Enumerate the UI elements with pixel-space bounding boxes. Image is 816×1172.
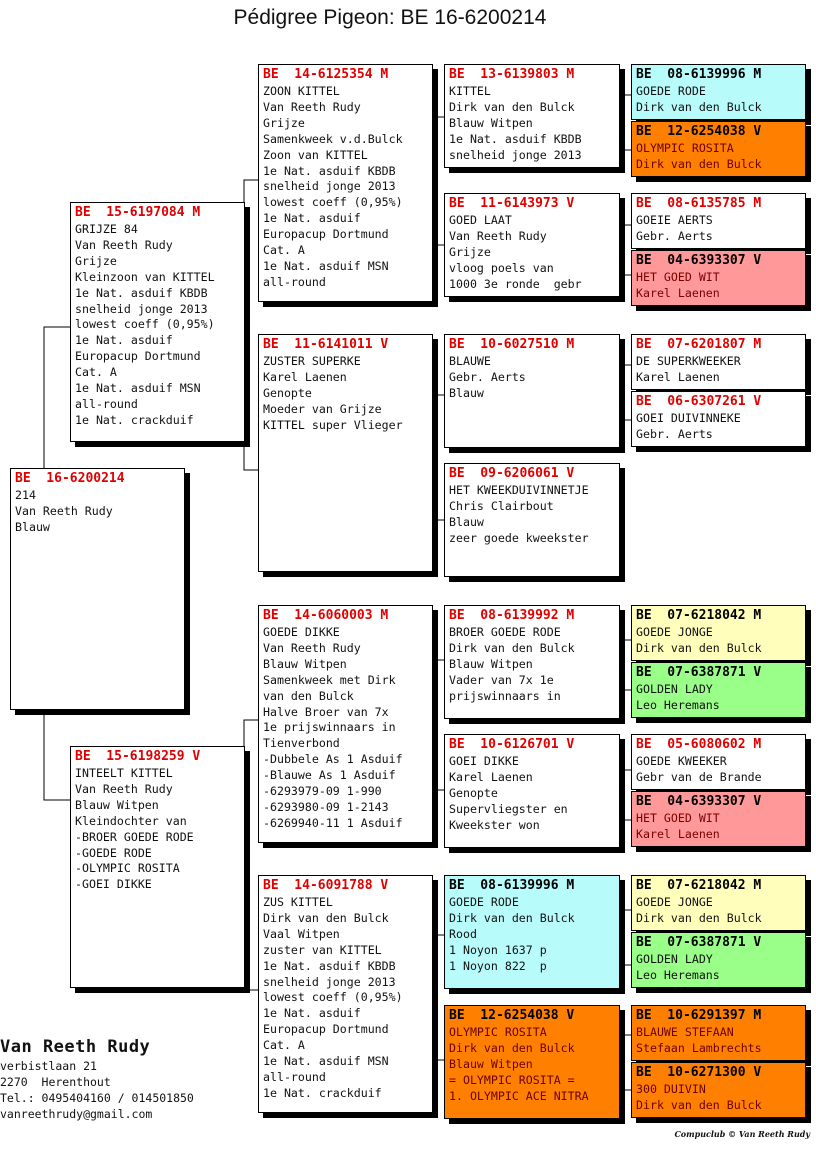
pigeon-detail-line: HET KWEEKDUIVINNETJE [449, 483, 589, 497]
pigeon-detail-line: Gebr. Aerts [449, 369, 526, 384]
pigeon-detail-line: 1e Nat. asduif KBDB [263, 958, 396, 973]
pigeon-detail-line: Blauw Witpen [75, 797, 159, 812]
pigeon-details [636, 754, 801, 786]
pigeon-detail-line: Dirk van den Bulck [449, 910, 575, 925]
ring-number: BE 05-6080602 M [636, 737, 762, 752]
pigeon-detail-line: 1 Noyon 822 p [449, 958, 547, 973]
pigeon-card-sds[interactable] [444, 334, 620, 448]
pigeon-detail-line: Cat. A [263, 1038, 305, 1053]
pigeon-detail-line: -BROER GOEDE RODE [75, 829, 194, 844]
ring-number: BE 15-6198259 V [75, 749, 201, 764]
pigeon-detail-line: -GOEI DIKKE [75, 877, 152, 892]
pigeon-detail-line: Dirk van den Bulck [636, 99, 762, 114]
pigeon-detail-line: OLYMPIC ROSITA [449, 1025, 547, 1039]
ring-number: BE 08-6139996 M [449, 878, 575, 893]
pigeon-detail-line: all-round [75, 396, 138, 411]
pigeon-detail-line: 1e Nat. asduif [263, 211, 361, 226]
ring-number: BE 07-6387871 V [636, 935, 762, 950]
pigeon-detail-line: 1. OLYMPIC ACE NITRA [449, 1088, 589, 1103]
pigeon-detail-line: GOEDE DIKKE [263, 625, 340, 639]
ring-number: BE 04-6393307 V [636, 253, 762, 268]
pigeon-detail-line: 1e Nat. asduif MSN [263, 1054, 389, 1069]
pigeon-details [263, 84, 428, 291]
pigeon-detail-line: 1e Nat. crackduif [263, 1085, 382, 1100]
pigeon-detail-line: HET GOED WIT [636, 811, 720, 825]
pigeon-detail-line: Samenkweek v.d.Bulck [263, 131, 403, 146]
pigeon-detail-line: Samenkweek met Dirk [263, 672, 396, 687]
pigeon-detail-line: Genopte [263, 385, 312, 400]
pigeon-detail-line: 1e Nat. crackduif [75, 412, 194, 427]
pigeon-details [636, 1025, 801, 1057]
ring-number: BE 12-6254038 V [449, 1008, 575, 1023]
pigeon-detail-line: Cat. A [75, 365, 117, 380]
pigeon-detail-line: GOED LAAT [449, 213, 512, 227]
pigeon-detail-line: -Blauwe As 1 Asduif [263, 768, 396, 783]
pigeon-card-sdd[interactable] [444, 463, 620, 577]
pigeon-detail-line: Kweekster won [449, 817, 540, 832]
pigeon-detail-line: Blauw [449, 514, 484, 529]
pigeon-detail-line: zuster van KITTEL [263, 942, 382, 957]
pigeon-detail-line: ZOON KITTEL [263, 84, 340, 98]
pigeon-card-sdsd[interactable] [631, 391, 806, 447]
pigeon-card-ddss[interactable] [631, 875, 806, 931]
pigeon-detail-line: Europacup Dortmund [263, 227, 389, 242]
pigeon-detail-line: GOEDE JONGE [636, 625, 713, 639]
pigeon-detail-line: snelheid jonge 2013 [75, 301, 208, 316]
pigeon-details [263, 895, 428, 1102]
pigeon-detail-line: Moeder van Grijze [263, 401, 382, 416]
pigeon-detail-line: Karel Laenen [636, 285, 720, 300]
pigeon-detail-line: van den Bulck [263, 688, 354, 703]
pigeon-details [15, 488, 180, 536]
pigeon-card-ssdd[interactable] [631, 250, 806, 306]
pigeon-card-dsd[interactable] [444, 734, 620, 848]
pigeon-detail-line: -6293980-09 1-2143 [263, 799, 389, 814]
pigeon-details [75, 766, 240, 893]
pigeon-card-ssds[interactable] [631, 193, 806, 249]
pigeon-detail-line: vloog poels van [449, 260, 554, 275]
ring-number: BE 10-6271300 V [636, 1065, 762, 1080]
pigeon-detail-line: Dirk van den Bulck [636, 640, 762, 655]
pigeon-detail-line: BLAUWE STEFAAN [636, 1025, 734, 1039]
pigeon-detail-line: 1e Nat. asduif MSN [263, 258, 389, 273]
pigeon-details [636, 895, 801, 927]
pigeon-details [449, 754, 615, 834]
ring-number: BE 07-6201807 M [636, 337, 762, 352]
pigeon-detail-line: 1e Nat. asduif KBDB [75, 285, 208, 300]
pigeon-detail-line: Dirk van den Bulck [263, 910, 389, 925]
pigeon-detail-line: Blauw Witpen [263, 656, 347, 671]
pigeon-detail-line: Karel Laenen [636, 369, 720, 384]
pigeon-detail-line: snelheid jonge 2013 [263, 974, 396, 989]
pigeon-detail-line: GOEDE JONGE [636, 895, 713, 909]
pigeon-detail-line: lowest coeff (0,95%) [75, 317, 215, 332]
pigeon-detail-line: 1e Nat. asduif MSN [75, 381, 201, 396]
pigeon-details [636, 213, 801, 245]
pigeon-detail-line: DE SUPERKWEEKER [636, 354, 741, 368]
pigeon-detail-line: Stefaan Lambrechts [636, 1040, 762, 1055]
pigeon-detail-line: Genopte [449, 785, 498, 800]
pigeon-details [263, 625, 428, 832]
pigeon-card-ssss[interactable] [631, 64, 806, 120]
pigeon-detail-line: zeer goede kweekster [449, 530, 589, 545]
pigeon-detail-line: Grijze [75, 253, 117, 268]
pigeon-detail-line: Grijze [263, 115, 305, 130]
pigeon-card-ssd[interactable] [444, 193, 620, 297]
pigeon-details [449, 84, 615, 164]
pigeon-detail-line: KITTEL [449, 84, 491, 98]
pigeon-card-dssd[interactable] [631, 662, 806, 718]
pigeon-detail-line: GOEDE KWEEKER [636, 754, 727, 768]
pigeon-detail-line: Dirk van den Bulck [449, 1040, 575, 1055]
ring-number: BE 09-6206061 V [449, 466, 575, 481]
pigeon-details [636, 270, 801, 302]
pigeon-detail-line: all-round [263, 274, 326, 289]
pigeon-detail-line: Vaal Witpen [263, 926, 340, 941]
ring-number: BE 12-6254038 V [636, 124, 762, 139]
pigeon-detail-line: -OLYMPIC ROSITA [75, 861, 180, 876]
pigeon-card-sdss[interactable] [631, 334, 806, 390]
pigeon-detail-line: Blauw [449, 385, 484, 400]
pigeon-detail-line: Europacup Dortmund [75, 349, 201, 364]
ring-number: BE 11-6143973 V [449, 196, 575, 211]
pigeon-details [75, 222, 240, 429]
pigeon-detail-line: Grijze [449, 244, 491, 259]
pigeon-detail-line: Van Reeth Rudy [75, 237, 173, 252]
pigeon-detail-line: BLAUWE [449, 354, 491, 368]
pigeon-detail-line: Halve Broer van 7x [263, 704, 389, 719]
ring-number: BE 08-6135785 M [636, 196, 762, 211]
pigeon-detail-line: Van Reeth Rudy [15, 503, 113, 518]
pigeon-details [636, 84, 801, 116]
pigeon-detail-line: Dirk van den Bulck [449, 640, 575, 655]
pigeon-detail-line: Karel Laenen [636, 826, 720, 841]
pigeon-details [636, 141, 801, 173]
pigeon-detail-line: Dirk van den Bulck [636, 156, 762, 171]
pigeon-detail-line: GOEDE RODE [636, 84, 706, 98]
pigeon-detail-line: snelheid jonge 2013 [263, 179, 396, 194]
pigeon-details [636, 811, 801, 843]
pigeon-details [449, 1025, 615, 1105]
ring-number: BE 11-6141011 V [263, 337, 389, 352]
ring-number: BE 04-6393307 V [636, 794, 762, 809]
pigeon-detail-line: snelheid jonge 2013 [449, 147, 582, 162]
ring-number: BE 16-6200214 [15, 471, 125, 486]
pigeon-detail-line: Tienverbond [263, 736, 340, 751]
pigeon-card-main[interactable] [10, 468, 185, 710]
pigeon-detail-line: 1e Nat. asduif [75, 333, 173, 348]
pigeon-detail-line: -6269940-11 1 Asduif [263, 815, 403, 830]
pigeon-detail-line: Van Reeth Rudy [449, 228, 547, 243]
pigeon-detail-line: lowest coeff (0,95%) [263, 195, 403, 210]
pigeon-detail-line: Blauw Witpen [449, 1056, 533, 1071]
pigeon-detail-line: GOLDEN LADY [636, 682, 713, 696]
pigeon-detail-line: Van Reeth Rudy [263, 99, 361, 114]
ring-number: BE 07-6218042 M [636, 878, 762, 893]
pigeon-detail-line: Blauw [15, 519, 50, 534]
pigeon-card-dsdd[interactable] [631, 791, 806, 847]
pigeon-detail-line: HET GOED WIT [636, 270, 720, 284]
pigeon-detail-line: Blauw Witpen [449, 656, 533, 671]
ring-number: BE 07-6387871 V [636, 665, 762, 680]
pigeon-detail-line: 1e Nat. asduif KBDB [449, 131, 582, 146]
pigeon-detail-line: Leo Heremans [636, 967, 720, 982]
pigeon-card-ddd[interactable] [444, 1005, 620, 1119]
pigeon-detail-line: 1 Noyon 1637 p [449, 942, 547, 957]
pigeon-detail-line: KITTEL super Vlieger [263, 417, 403, 432]
pigeon-detail-line: Gebr. Aerts [636, 228, 713, 243]
pigeon-detail-line: GOLDEN LADY [636, 952, 713, 966]
pigeon-detail-line: Blauw Witpen [449, 115, 533, 130]
owner-info [0, 1036, 194, 1122]
ring-number: BE 06-6307261 V [636, 394, 762, 409]
owner-address: verbistlaan 21 [0, 1059, 97, 1073]
pigeon-detail-line: = OLYMPIC ROSITA = [449, 1072, 575, 1087]
pigeon-details [636, 625, 801, 657]
pigeon-details [263, 354, 428, 434]
owner-city: 2270 Herenthout [0, 1075, 111, 1089]
pigeon-card-sss[interactable] [444, 64, 620, 168]
pigeon-detail-line: Chris Clairbout [449, 498, 554, 513]
pigeon-detail-line: Zoon van KITTEL [263, 147, 368, 162]
pigeon-details [636, 1082, 801, 1114]
pigeon-card-dddd[interactable] [631, 1062, 806, 1118]
pigeon-detail-line: -6293979-09 1-990 [263, 784, 382, 799]
ring-number: BE 14-6091788 V [263, 878, 389, 893]
pigeon-detail-line: Rood [449, 926, 477, 941]
pigeon-detail-line: Gebr. Aerts [636, 426, 713, 441]
ring-number: BE 10-6126701 V [449, 737, 575, 752]
pigeon-detail-line: GOEI DUIVINNEKE [636, 411, 741, 425]
pigeon-detail-line: Van Reeth Rudy [75, 781, 173, 796]
pigeon-details [636, 952, 801, 984]
pigeon-card-dds[interactable] [444, 875, 620, 989]
pigeon-card-dam-sire[interactable] [258, 605, 433, 843]
pigeon-card-dam[interactable] [70, 746, 245, 988]
pigeon-card-sire-sire[interactable] [258, 64, 433, 302]
pigeon-card-sire-dam[interactable] [258, 334, 433, 572]
ring-number: BE 14-6060003 M [263, 608, 389, 623]
pigeon-detail-line: 1e Nat. asduif KBDB [263, 163, 396, 178]
pigeon-card-dam-dam[interactable] [258, 875, 433, 1113]
pigeon-detail-line: 300 DUIVIN [636, 1082, 706, 1096]
pigeon-detail-line: GOEIE AERTS [636, 213, 713, 227]
pigeon-detail-line: Kleindochter van [75, 813, 187, 828]
ring-number: BE 14-6125354 M [263, 67, 389, 82]
pigeon-card-dss[interactable] [444, 605, 620, 719]
pigeon-card-dsss[interactable] [631, 605, 806, 661]
pigeon-details [449, 483, 615, 547]
page-title: Pédigree Pigeon: BE 16-6200214 [233, 6, 547, 29]
pigeon-details [449, 213, 615, 293]
pigeon-card-ddsd[interactable] [631, 932, 806, 988]
pigeon-detail-line: prijswinnaars in [449, 688, 561, 703]
pigeon-detail-line: -GOEDE RODE [75, 845, 152, 860]
pigeon-card-sire[interactable] [70, 202, 245, 442]
pigeon-detail-line: BROER GOEDE RODE [449, 625, 561, 639]
pigeon-detail-line: Dirk van den Bulck [449, 99, 575, 114]
ring-number: BE 10-6291397 M [636, 1008, 762, 1023]
pigeon-detail-line: Leo Heremans [636, 697, 720, 712]
pigeon-detail-line: Vader van 7x 1e [449, 672, 554, 687]
ring-number: BE 07-6218042 M [636, 608, 762, 623]
owner-phone: Tel.: 0495404160 / 014501850 [0, 1091, 194, 1105]
pigeon-detail-line: lowest coeff (0,95%) [263, 990, 403, 1005]
pigeon-detail-line: Dirk van den Bulck [636, 910, 762, 925]
ring-number: BE 10-6027510 M [449, 337, 575, 352]
pigeon-detail-line: Van Reeth Rudy [263, 640, 361, 655]
pigeon-detail-line: -Dubbele As 1 Asduif [263, 752, 403, 767]
pigeon-details [449, 625, 615, 705]
ring-number: BE 15-6197084 M [75, 205, 201, 220]
pigeon-detail-line: INTEELT KITTEL [75, 766, 173, 780]
pigeon-detail-line: all-round [263, 1069, 326, 1084]
pigeon-detail-line: Supervliegster en [449, 801, 568, 816]
ring-number: BE 13-6139803 M [449, 67, 575, 82]
pigeon-details [636, 354, 801, 386]
footer-credit: Compuclub © Van Reeth Rudy [674, 1129, 810, 1139]
pigeon-detail-line: Karel Laenen [449, 769, 533, 784]
pigeon-detail-line: GOEI DIKKE [449, 754, 519, 768]
owner-email[interactable]: vanreethrudy@gmail.com [0, 1107, 153, 1121]
pigeon-detail-line: 1000 3e ronde gebr [449, 276, 582, 291]
pigeon-detail-line: Dirk van den Bulck [636, 1097, 762, 1112]
pigeon-details [449, 354, 615, 402]
pigeon-detail-line: 1e prijswinnaars in [263, 720, 396, 735]
pigeon-detail-line: Gebr van de Brande [636, 769, 762, 784]
pigeon-detail-line: Cat. A [263, 243, 305, 258]
pigeon-detail-line: ZUSTER SUPERKE [263, 354, 361, 368]
owner-name: Van Reeth Rudy [0, 1037, 151, 1057]
pigeon-detail-line: Kleinzoon van KITTEL [75, 269, 215, 284]
pigeon-detail-line: 1e Nat. asduif [263, 1006, 361, 1021]
pigeon-detail-line: OLYMPIC ROSITA [636, 141, 734, 155]
pigeon-detail-line: Karel Laenen [263, 369, 347, 384]
pigeon-card-dsds[interactable] [631, 734, 806, 790]
ring-number: BE 08-6139996 M [636, 67, 762, 82]
pigeon-details [636, 411, 801, 443]
pigeon-card-sssd[interactable] [631, 121, 806, 177]
pigeon-detail-line: 214 [15, 488, 36, 502]
pigeon-detail-line: GOEDE RODE [449, 895, 519, 909]
pigeon-detail-line: ZUS KITTEL [263, 895, 333, 909]
pigeon-detail-line: Europacup Dortmund [263, 1022, 389, 1037]
pigeon-details [449, 895, 615, 975]
pigeon-details [636, 682, 801, 714]
pigeon-card-ddds[interactable] [631, 1005, 806, 1061]
ring-number: BE 08-6139992 M [449, 608, 575, 623]
pigeon-detail-line: GRIJZE 84 [75, 222, 138, 236]
